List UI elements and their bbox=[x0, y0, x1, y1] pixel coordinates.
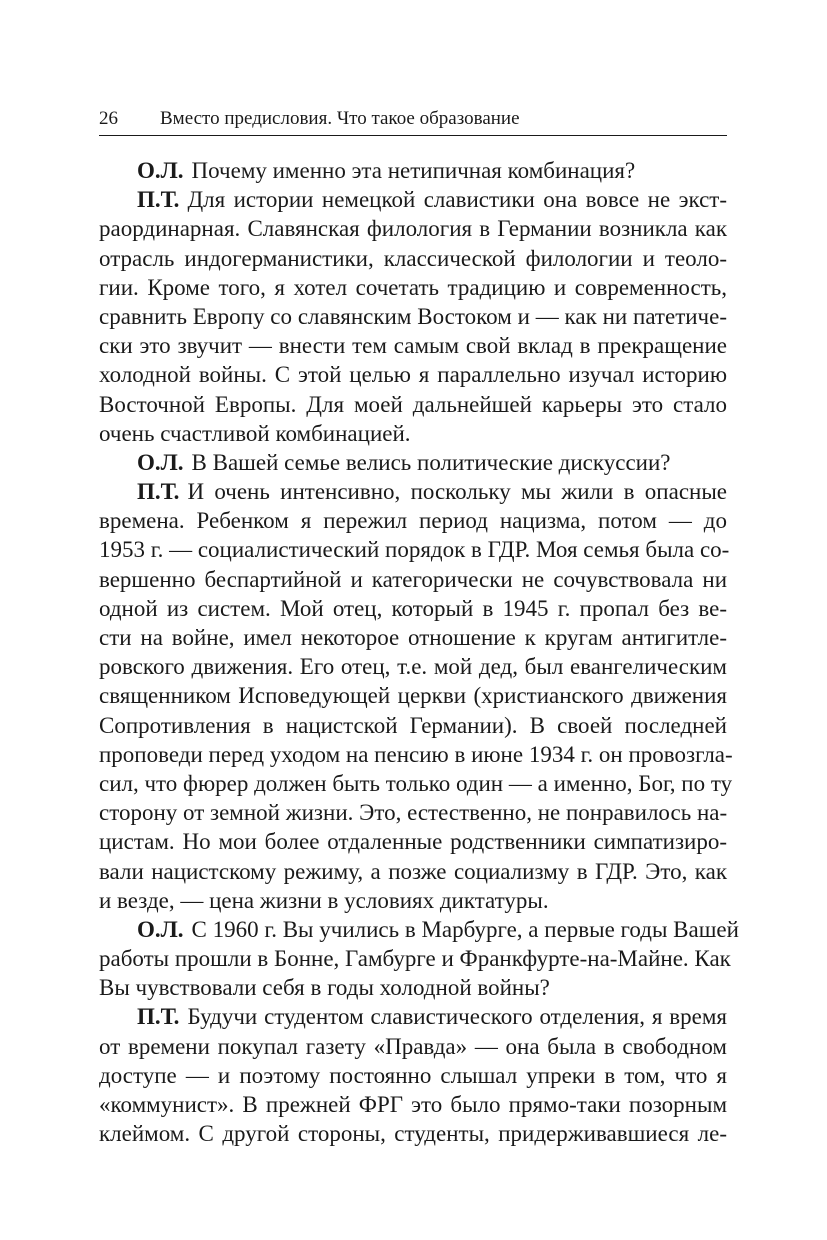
text-line: О.Л. Почему именно эта нетипичная комбинация? bbox=[137, 158, 636, 183]
text-line: времена. Ребенком я пережил период нацизма, потом — до bbox=[99, 508, 727, 534]
text-line: проповеди перед уходом на пенсию в июне 1934 г. он провозгла- bbox=[99, 741, 733, 767]
text-line: ски это звучит — внести тем самым свой вклад в прекращение bbox=[99, 333, 727, 359]
text-line: «коммунист». В прежней ФРГ это было прямо-таки позорным bbox=[99, 1092, 727, 1117]
paragraph bbox=[99, 1002, 727, 1148]
speaker-label: П.Т. bbox=[137, 187, 180, 213]
speaker-label: О.Л. bbox=[137, 449, 184, 475]
speaker-label: П.Т. bbox=[137, 1004, 180, 1030]
text-line: доступе — и поэтому постоянно слышал упреки в том, что я bbox=[99, 1062, 727, 1088]
text-line: сти на войне, имел некоторое отношение к кругам антигитле- bbox=[99, 625, 727, 650]
text-line: клеймом. С другой стороны, студенты, придерживавшиеся ле- bbox=[99, 1121, 727, 1147]
text-line: Сопротивления в нацистской Германии). В своей последней bbox=[99, 712, 727, 738]
text-line: 1953 г. — социалистический порядок в ГДР. Моя семья была со- bbox=[99, 537, 730, 563]
running-header bbox=[99, 107, 727, 136]
running-title: Вместо предисловия. Что такое образование bbox=[160, 108, 520, 129]
text-line: цистам. Но мои более отдаленные родственники симпатизиро- bbox=[99, 829, 727, 855]
text-line: сторону от земной жизни. Это, естественно, не понравилось на- bbox=[99, 800, 728, 826]
text-line: О.Л. С 1960 г. Вы учились в Марбурге, а первые годы Вашей bbox=[137, 916, 739, 942]
text-line: одной из систем. Мой отец, который в 1945 г. пропал без ве- bbox=[99, 595, 727, 621]
text-line: очень счастливой комбинацией. bbox=[99, 420, 411, 446]
page-number: 26 bbox=[99, 108, 118, 129]
text-line: сил, что фюрер должен быть только один — а именно, Бог, по ту bbox=[99, 770, 733, 796]
speaker-label: О.Л. bbox=[137, 158, 184, 183]
paragraph bbox=[99, 477, 733, 915]
text-line: П.Т. Будучи студентом славистического отделения, я время bbox=[137, 1004, 727, 1030]
text-line: холодной войны. С этой целью я параллельно изучал историю bbox=[99, 362, 727, 388]
paragraph bbox=[99, 156, 727, 185]
text-line: П.Т. Для истории немецкой славистики она вовсе не экст- bbox=[137, 187, 727, 213]
text-line: О.Л. В Вашей семье велись политические дискуссии? bbox=[137, 449, 671, 475]
speaker-label: О.Л. bbox=[137, 916, 184, 942]
text-line: и везде, — цена жизни в условиях диктатуры. bbox=[99, 887, 549, 913]
text-line: сравнить Европу со славянским Востоком и — как ни патетиче- bbox=[99, 303, 727, 329]
speaker-label: П.Т. bbox=[137, 479, 180, 505]
text-line: вали нацистскому режиму, а позже социализму в ГДР. Это, как bbox=[99, 858, 727, 884]
text-line: Восточной Европы. Для моей дальнейшей карьеры это стало bbox=[99, 391, 727, 417]
text-line: ровского движения. Его отец, т.е. мой дед, был евангелическим bbox=[99, 654, 727, 680]
paragraph bbox=[99, 915, 739, 1003]
text-line: священником Исповедующей церкви (христианского движения bbox=[99, 683, 727, 709]
text-line: П.Т. И очень интенсивно, поскольку мы жили в опасные bbox=[137, 479, 727, 505]
page-body bbox=[99, 156, 739, 1148]
paragraph bbox=[99, 185, 727, 448]
text-line: вершенно беспартийной и категорически не сочувствовала ни bbox=[99, 566, 727, 592]
text-line: отрасль индогерманистики, классической филологии и теоло- bbox=[99, 245, 727, 271]
text-line: Вы чувствовали себя в годы холодной войны? bbox=[99, 975, 550, 1001]
text-line: от времени покупал газету «Правда» — она была в свободном bbox=[99, 1033, 727, 1059]
text-line: гии. Кроме того, я хотел сочетать традицию и современность, bbox=[99, 274, 727, 300]
text-line: раординарная. Славянская филология в Германии возникла как bbox=[99, 216, 727, 242]
text-line: работы прошли в Бонне, Гамбурге и Франкфурте-на-Майне. Как bbox=[99, 946, 731, 972]
paragraph bbox=[99, 448, 727, 477]
